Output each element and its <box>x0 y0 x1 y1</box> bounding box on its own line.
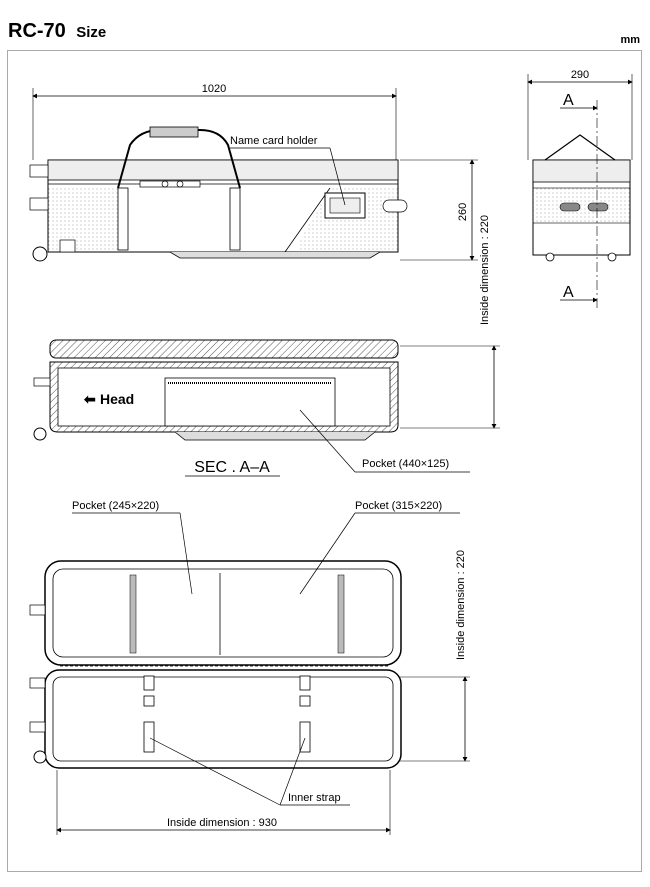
section-marker-bottom: A <box>563 284 574 301</box>
section-pocket <box>165 378 335 426</box>
strap-buckle <box>144 676 154 690</box>
section-lid <box>50 340 398 358</box>
inside-dim-220-top-label: Inside dimension : 220 <box>479 214 491 326</box>
handle-grip <box>150 127 198 137</box>
case-lid-band <box>48 160 398 180</box>
pocket-315-label: Pocket (315×220) <box>355 500 443 512</box>
dim-290-label: 290 <box>570 69 590 81</box>
inner-strap-left <box>144 722 154 752</box>
unit-label: mm <box>620 34 640 46</box>
inner-strap-label: Inner strap <box>288 792 341 804</box>
head-label: Head <box>100 391 135 407</box>
model-name: RC-70 <box>8 20 66 42</box>
lid-zipper-left <box>130 575 136 653</box>
inside-dim-220-bottom-label: Inside dimension : 220 <box>455 549 467 661</box>
side-view <box>528 69 632 310</box>
size-label: Size <box>76 24 107 41</box>
dim-260-label: 260 <box>457 202 469 222</box>
textured-panel-left <box>48 188 118 252</box>
wheel <box>33 247 47 261</box>
pocket-440-label: Pocket (440×125) <box>362 458 450 470</box>
dim-1020-label: 1020 <box>201 83 227 95</box>
lid-zipper-right <box>338 575 344 653</box>
inside-dim-930-label: Inside dimension : 930 <box>166 817 278 829</box>
front-view <box>30 83 478 261</box>
side-handle <box>545 135 615 160</box>
head-arrow-icon: ⬅ <box>84 391 96 407</box>
section-marker-top: A <box>563 92 574 109</box>
name-card-holder-label: Name card holder <box>230 135 318 147</box>
section-title: SEC . A–A <box>194 459 270 476</box>
open-view <box>30 500 470 835</box>
pocket-245-label: Pocket (245×220) <box>72 500 160 512</box>
